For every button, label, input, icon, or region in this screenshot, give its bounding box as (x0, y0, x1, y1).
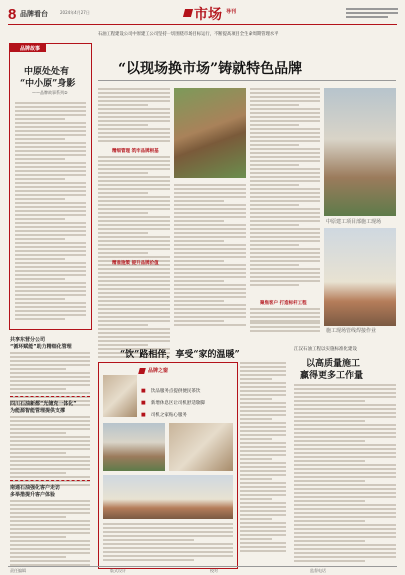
footer-item: 版式设计 (110, 568, 126, 573)
lead-body-col4 (250, 322, 320, 334)
promo-tag-icon (138, 368, 146, 374)
photo-pipeline-trench (174, 88, 246, 178)
page-number: 8 (8, 6, 17, 23)
sidebar-tag (10, 44, 46, 52)
left-item-title: 四川石油新都“光储充一体化” (10, 401, 77, 407)
footer-rule (8, 566, 397, 567)
right-story-headline-2: 赢得更多工作量 (300, 371, 364, 381)
lead-rule (98, 80, 396, 81)
promo-item-label: 司机之家贴心服务 (150, 413, 187, 418)
promo-tag-label: 品牌之窗 (148, 368, 169, 374)
lead-body-col3 (250, 88, 320, 288)
logo-text: 市场 (194, 7, 222, 23)
subhead-2: 精准施策 提升品牌价值 (112, 261, 159, 266)
promo-item-label: 饮品服务点提供便民茶饮 (150, 389, 201, 394)
lead-headline: “以现场换市场”铸就特色品牌 (118, 61, 303, 77)
left-item-1 (10, 336, 90, 408)
sidebar-body-text (15, 102, 86, 322)
promo-photo-3 (169, 423, 233, 471)
left-item-subtitle: 为能源智能管理提供支撑 (10, 408, 66, 414)
divider (10, 480, 90, 481)
header-rule (8, 24, 397, 25)
sidebar-tag-label: 品牌故事 (20, 46, 41, 52)
sidebar-subtitle: ——品牌故事系列② (32, 90, 68, 95)
logo-subtext: 导刊 (226, 9, 237, 15)
photo-caption-top: 中原建工项目部施工现场 (326, 219, 382, 225)
lead-body-col2 (174, 184, 246, 328)
header-info (346, 8, 398, 20)
left-item-title: 南通石油强化客户走访 (10, 485, 61, 491)
right-story-kicker: 江汉石油工程以实施标准化建设 (294, 347, 357, 352)
photo-caption-bottom: 施工现场管线焊接作业 (326, 328, 377, 334)
footer (10, 568, 395, 574)
promo-photo-1 (103, 375, 137, 417)
promo-box (98, 362, 238, 569)
subhead-3: 聚焦客户 打造标杆工程 (260, 301, 307, 306)
promo-item-label: 新增休息区让司机舒适歇脚 (150, 401, 205, 406)
bullet-icon: ■ (141, 388, 146, 394)
left-item-title: 共享东营分公司 (10, 337, 46, 343)
section-name: 品牌看台 (20, 10, 48, 18)
footer-item: 责任编辑 (10, 568, 26, 573)
sidebar-title-line1: 中原处处有 (24, 67, 70, 77)
left-item-2 (10, 400, 90, 488)
promo-item-3 (141, 401, 233, 420)
subhead-1: 精细管理 筑牢品牌根基 (112, 149, 159, 154)
photo-worksite-top (324, 88, 396, 216)
promo-photo-4 (103, 475, 233, 519)
footer-item: 监督电话 (310, 568, 326, 573)
masthead-logo (184, 4, 244, 22)
promo-headline: “饮”路相伴，享受“家的温暖” (120, 350, 240, 360)
issue-date: 2024年4月27日 (60, 10, 90, 15)
left-item-3 (10, 484, 90, 568)
promo-photo-2 (103, 423, 165, 471)
divider (10, 396, 90, 397)
logo-mark-icon (183, 9, 193, 17)
lead-kicker: 石油工程建设公司中原建工公司坚持一切围绕市场目标运行，不断提高项目全生命周期管理水平 (98, 32, 279, 37)
right-story-headline-1: 以高质量施工 (306, 359, 361, 369)
sidebar-title-line2: “中小原”身影 (20, 79, 76, 89)
left-item-subtitle: “循环赋能”助力精细化管理 (10, 344, 72, 350)
lead-body-col1 (98, 88, 170, 144)
promo-body-text (103, 523, 233, 563)
right-story-body (294, 384, 396, 564)
bullet-icon: ■ (141, 412, 146, 418)
footer-item: 校对 (210, 568, 218, 573)
sidebar-feature-box (9, 43, 92, 330)
left-item-subtitle: 多举措提升客户体验 (10, 492, 56, 498)
bullet-icon: ■ (141, 400, 146, 406)
photo-worksite-bottom (324, 228, 396, 326)
promo-article-col1 (240, 362, 286, 554)
